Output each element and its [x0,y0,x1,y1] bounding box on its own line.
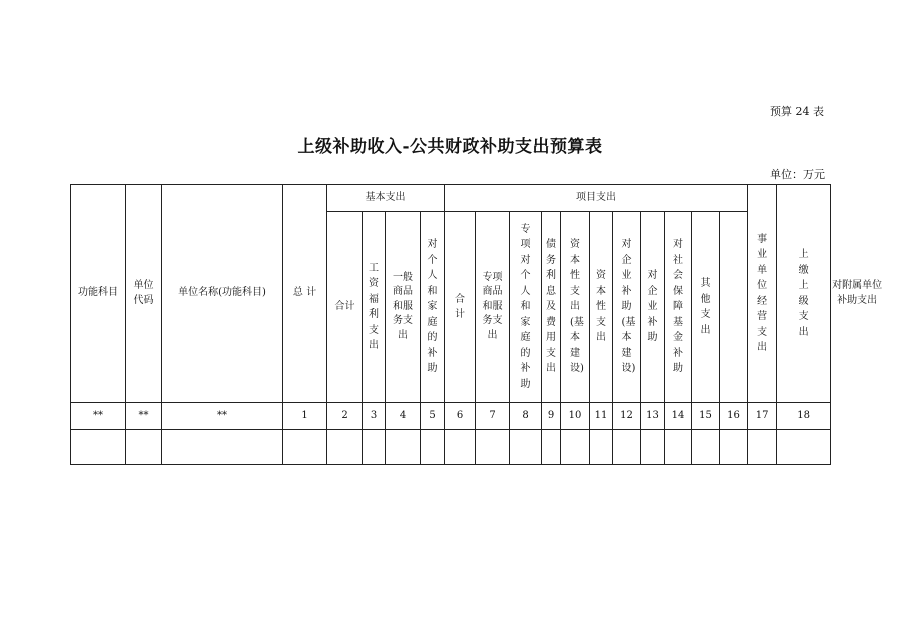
index-cell: 8 [510,403,542,430]
empty-cell [327,430,363,465]
index-cell: 4 [386,403,421,430]
empty-cell [126,430,162,465]
header-func-subject: 功能科目 [71,185,126,403]
header-basic-group: 基本支出 [327,185,445,212]
column-index-row [71,403,831,430]
index-cell: 17 [748,403,777,430]
index-cell: 15 [692,403,720,430]
index-cell: 18 [777,403,831,430]
empty-cell [665,430,692,465]
index-cell: 5 [421,403,445,430]
header-social-security: 对社会保障基金补助 [665,212,692,403]
index-cell: 9 [542,403,561,430]
empty-cell [748,430,777,465]
empty-cell [363,430,386,465]
empty-cell [421,430,445,465]
header-unit-code: 单位代码 [126,185,162,403]
document-title: 上级补助收入-公共财政补助支出预算表 [297,137,603,157]
empty-cell [613,430,641,465]
empty-cell [590,430,613,465]
unit-label: 单位：万元 [770,168,825,181]
header-project-total: 合计 [445,212,476,403]
empty-cell [445,430,476,465]
empty-cell [777,430,831,465]
index-cell: 11 [590,403,613,430]
header-basic-total: 合计 [327,212,363,403]
index-cell: ** [162,403,283,430]
header-goods-services: 一般商品和服务支出 [386,212,421,403]
header-enterprise-basic: 对企业补助(基本建设) [613,212,641,403]
header-capital-basic: 资本性支出(基本建设) [561,212,590,403]
index-cell: 3 [363,403,386,430]
index-cell: 14 [665,403,692,430]
index-cell: ** [71,403,126,430]
header-special-personal: 专项对个人和家庭的补助 [510,212,542,403]
index-cell: 7 [476,403,510,430]
header-special-goods: 专项商品和服务支出 [476,212,510,403]
header-capital: 资本性支出 [590,212,613,403]
header-unit-name: 单位名称(功能科目) [162,185,283,403]
empty-cell [162,430,283,465]
index-cell: 10 [561,403,590,430]
empty-cell [542,430,561,465]
empty-cell [561,430,590,465]
header-debt-interest: 债务利息及费用支出 [542,212,561,403]
empty-cell [386,430,421,465]
empty-cell [510,430,542,465]
index-cell: 2 [327,403,363,430]
header-wages: 工资福利支出 [363,212,386,403]
index-cell: 6 [445,403,476,430]
index-cell: ** [126,403,162,430]
header-turnover: 上缴上级支出 [777,185,831,403]
empty-cell [71,430,126,465]
budget-table: 功能科目 单位代码 单位名称(功能科目) 总 计 基本支出 项目支出 事业单位经营支出 上缴上级支出 对附属单位补助支出 合计 工资福利支出 一般商品和服务支出 对个人和家庭的补助 合计 专项商品和服务支出 专项对个人和家庭的补助 债务利息及费用支出 资本性支出(基本建设) 资本性支出 对企业补助(基本建设) 对企业补助 对社会保障基金补助 其他支出 ** ** ** 1 2 3 4 5 6 7 8 9 10 11 12 13 14 15 16 17 18 [70,184,831,465]
index-cell: 13 [641,403,665,430]
index-cell: 16 [720,403,748,430]
header-project-group: 项目支出 [445,185,748,212]
data-row-empty [71,430,831,465]
index-cell: 12 [613,403,641,430]
header-other: 其他支出 [692,212,720,403]
form-number: 预算 24 表 [770,105,824,118]
empty-cell [720,430,748,465]
header-total: 总 计 [283,185,327,403]
empty-cell [692,430,720,465]
index-cell: 1 [283,403,327,430]
empty-cell [641,430,665,465]
empty-cell [476,430,510,465]
header-personal-subsidy: 对个人和家庭的补助 [421,212,445,403]
header-business-ops: 事业单位经营支出 [748,185,777,403]
header-enterprise: 对企业补助 [641,212,665,403]
empty-cell [283,430,327,465]
